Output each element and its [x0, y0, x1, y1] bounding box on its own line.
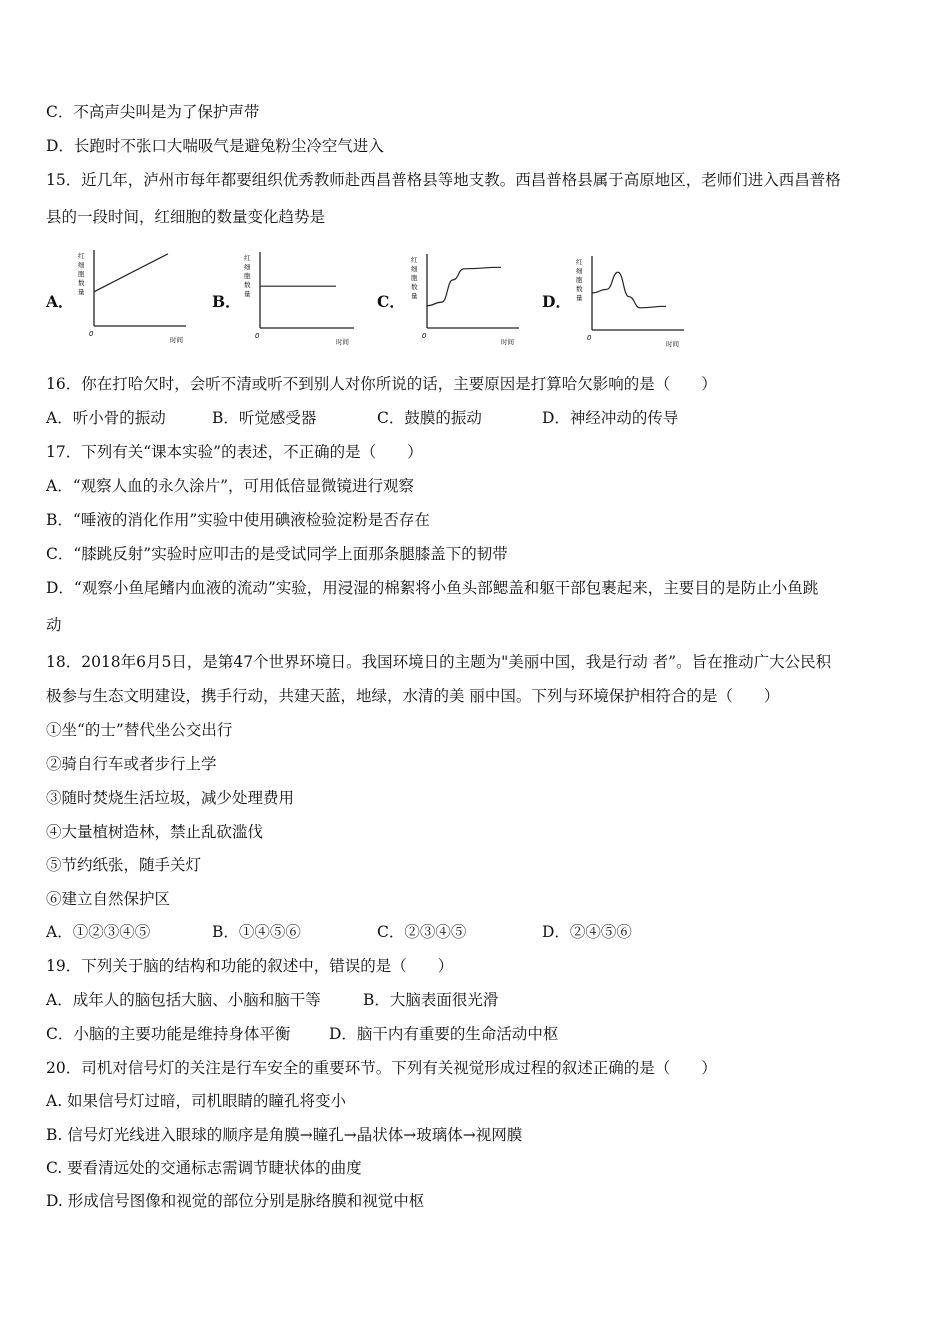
q19-option-b: B．大脑表面很光滑: [363, 991, 499, 1009]
q18-option-c: C．②③④⑤: [377, 923, 467, 941]
q16-stem: 16．你在打哈欠时，会听不清或听不到别人对你所说的话，主要原因是打算哈欠影响的是（ ）: [46, 375, 717, 393]
graph-a-ylabel-2: 胞: [78, 270, 85, 278]
q18-stem-line1: 18．2018年6月5日，是第47个世界环境日。我国环境日的主题为"美丽中国，我是行动 者”。旨在推动广大公民积: [46, 653, 832, 671]
q19-options-row1: [46, 990, 906, 1010]
q20-option-a: A. 如果信号灯过暗，司机眼睛的瞳孔将变小: [46, 1092, 347, 1110]
graph-d-ylabel-1: 细: [576, 267, 583, 275]
graph-d-ylabel-4: 量: [576, 294, 583, 302]
q18-option-a: A．①②③④⑤: [46, 923, 151, 941]
graph-c: [405, 248, 525, 353]
q19-stem: 19．下列关于脑的结构和功能的叙述中，错误的是（ ）: [46, 957, 454, 975]
graph-a-ylabel-4: 量: [78, 288, 85, 296]
q16-option-a: A．听小骨的振动: [46, 409, 166, 427]
graph-a-origin: 0: [89, 330, 94, 338]
graph-b: [240, 244, 360, 349]
q20-option-d: D. 形成信号图像和视觉的部位分别是脉络膜和视觉中枢: [46, 1192, 425, 1210]
graph-b-ylabel-1: 细: [244, 263, 251, 271]
graph-b-xlabel: 时间: [336, 338, 349, 346]
graph-d-ylabel-3: 数: [576, 285, 583, 293]
q17-option-d-line2: 动: [46, 616, 62, 634]
q17-option-b: B．“唾液的消化作用”实验中使用碘液检验淀粉是否存在: [46, 511, 430, 529]
q16-option-b: B．听觉感受器: [212, 409, 317, 427]
q19-option-a: A．成年人的脑包括大脑、小脑和脑干等: [46, 991, 321, 1009]
graph-b-ylabel-4: 量: [244, 290, 251, 298]
q19-option-d: D．脑干内有重要的生命活动中枢: [329, 1025, 559, 1043]
q17-option-d-line1: D．“观察小鱼尾鳍内血液的流动”实验，用浸湿的棉絮将小鱼头部鳃盖和躯干部包裹起来，主要目的是防止小鱼跳: [46, 579, 819, 597]
q16-option-c: C．鼓膜的振动: [377, 409, 482, 427]
q20-option-b: B. 信号灯光线进入眼球的顺序是角膜→瞳孔→晶状体→玻璃体→视网膜: [46, 1126, 523, 1144]
q19-option-c: C．小脑的主要功能是维持身体平衡: [46, 1025, 291, 1043]
graph-c-ylabel-2: 胞: [411, 274, 418, 282]
graph-a: [74, 242, 194, 347]
graph-b-ylabel-3: 数: [244, 281, 251, 289]
q19-options-row2: [46, 1024, 906, 1044]
graph-d: [570, 250, 690, 355]
graph-a-ylabel-3: 数: [78, 279, 85, 287]
q18-item-5: ⑤节约纸张，随手关灯: [46, 856, 202, 874]
graph-c-ylabel-1: 细: [411, 265, 418, 273]
graph-b-origin: 0: [255, 332, 260, 340]
q18-item-4: ④大量植树造林，禁止乱砍滥伐: [46, 823, 264, 841]
q18-stem-line2: 极参与生态文明建设，携手行动，共建天蓝，地绿，水清的美 丽中国。下列与环境保护相符合的是（ ）: [46, 687, 780, 705]
q18-option-d: D．②④⑤⑥: [542, 923, 632, 941]
q18-options: [46, 922, 906, 942]
graph-d-origin: 0: [587, 334, 592, 342]
graph-c-ylabel-3: 数: [411, 283, 418, 291]
graph-d-label: D．: [542, 292, 571, 311]
graph-b-ylabel-2: 胞: [244, 272, 251, 280]
q14-option-c: C．不高声尖叫是为了保护声带: [46, 103, 260, 121]
q18-item-3: ③随时焚烧生活垃圾，减少处理费用: [46, 789, 295, 807]
q16-option-d: D．神经冲动的传导: [542, 409, 679, 427]
graph-b-label: B．: [212, 292, 241, 311]
q20-stem: 20．司机对信号灯的关注是行车安全的重要环节。下列有关视觉形成过程的叙述正确的是（ ）: [46, 1059, 717, 1077]
q15-stem-line1: 15．近几年，泸州市每年都要组织优秀教师赴西昌普格县等地支教。西昌普格县属于高原地区，老师们进入西昌普格: [46, 171, 841, 189]
graph-c-origin: 0: [422, 332, 427, 340]
graph-d-curve: [592, 272, 666, 308]
graph-d-ylabel-0: 红: [576, 258, 583, 266]
graph-a-curve: [94, 254, 168, 292]
graph-a-ylabel-0: 红: [78, 252, 85, 260]
q17-option-a: A．“观察人血的永久涂片”，可用低倍显微镜进行观察: [46, 477, 415, 495]
q18-option-b: B．①④⑤⑥: [212, 923, 301, 941]
graph-d-ylabel-2: 胞: [576, 276, 583, 284]
q18-item-6: ⑥建立自然保护区: [46, 890, 171, 908]
graph-a-label: A．: [46, 292, 74, 311]
graph-c-ylabel-0: 红: [411, 256, 418, 264]
q14-option-d: D．长跑时不张口大喘吸气是避兔粉尘冷空气进入: [46, 137, 384, 155]
q18-item-2: ②骑自行车或者步行上学: [46, 755, 217, 773]
graph-a-ylabel-1: 细: [78, 261, 85, 269]
q17-stem: 17．下列有关“课本实验”的表述，不正确的是（ ）: [46, 443, 423, 461]
graph-c-curve: [427, 267, 501, 305]
graph-d-xlabel: 时间: [666, 340, 679, 348]
graph-c-label: C．: [377, 292, 405, 311]
q16-options: [46, 408, 906, 428]
q17-option-c: C．“膝跳反射”实验时应叩击的是受试同学上面那条腿膝盖下的韧带: [46, 545, 508, 563]
graph-a-xlabel: 时间: [170, 336, 183, 344]
q20-option-c: C. 要看清远处的交通标志需调节睫状体的曲度: [46, 1159, 362, 1177]
q15-stem-line2: 县的一段时间，红细胞的数量变化趋势是: [46, 208, 326, 226]
q18-item-1: ①坐“的士”替代坐公交出行: [46, 721, 233, 739]
graph-c-xlabel: 时间: [501, 338, 514, 346]
graph-c-ylabel-4: 量: [411, 292, 418, 300]
graph-b-ylabel-0: 红: [244, 254, 251, 262]
